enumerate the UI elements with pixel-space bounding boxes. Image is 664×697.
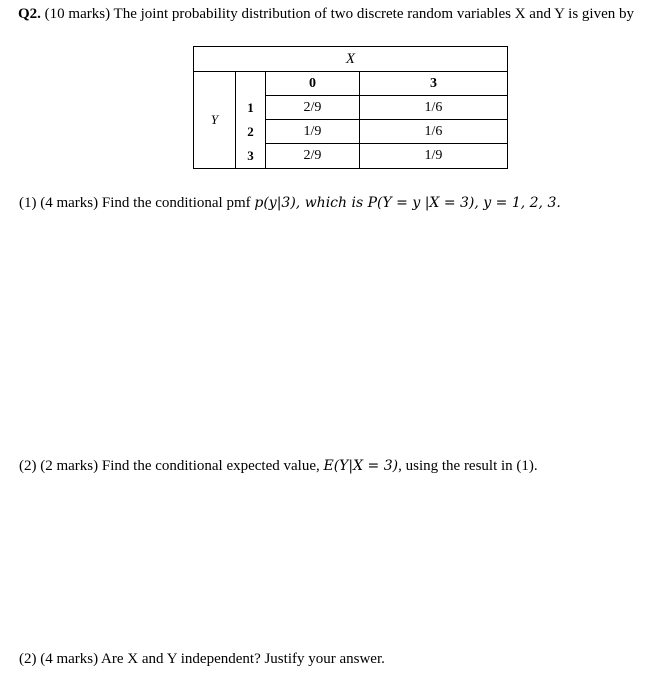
question-number: Q2. [18,6,41,22]
corner-cell [236,72,266,96]
part-2-label: (2) (2 marks) Find the conditional expected value, [19,458,324,474]
cell-y1-x3: 1/6 [360,96,508,120]
y-value-3: 3 [247,147,254,163]
cell-y3-x3: 1/9 [360,144,508,168]
part-1-question [19,195,561,212]
part-2-math: E(Y|X = 3) [323,458,399,474]
part-3-question [19,651,385,668]
joint-probability-table [193,46,508,169]
x-value-3: 3 [360,72,508,96]
y-value-2: 2 [247,123,254,139]
part-1-label: (1) (4 marks) Find the conditional pmf [19,195,255,211]
part-2-question [19,458,538,475]
part-1-math: p(y|3), which is P(Y = y |X = 3), y = 1, 2, 3. [254,195,561,211]
y-variable-label: Y [194,72,236,169]
question-text: (10 marks) The joint probability distribution of two discrete random variables X and Y is given by [44,6,635,22]
y-value-1: 1 [247,99,254,115]
cell-y2-x0: 1/9 [266,120,360,144]
part-2-suffix: , using the result in (1). [398,458,538,474]
x-value-0: 0 [266,72,360,96]
y-values-column [236,96,266,169]
cell-y3-x0: 2/9 [266,144,360,168]
cell-y1-x0: 2/9 [266,96,360,120]
cell-y2-x3: 1/6 [360,120,508,144]
question-intro [18,4,648,25]
x-variable-header: X [194,47,508,72]
part-3-label: (2) (4 marks) Are X and Y independent? Justify your answer. [19,651,385,667]
